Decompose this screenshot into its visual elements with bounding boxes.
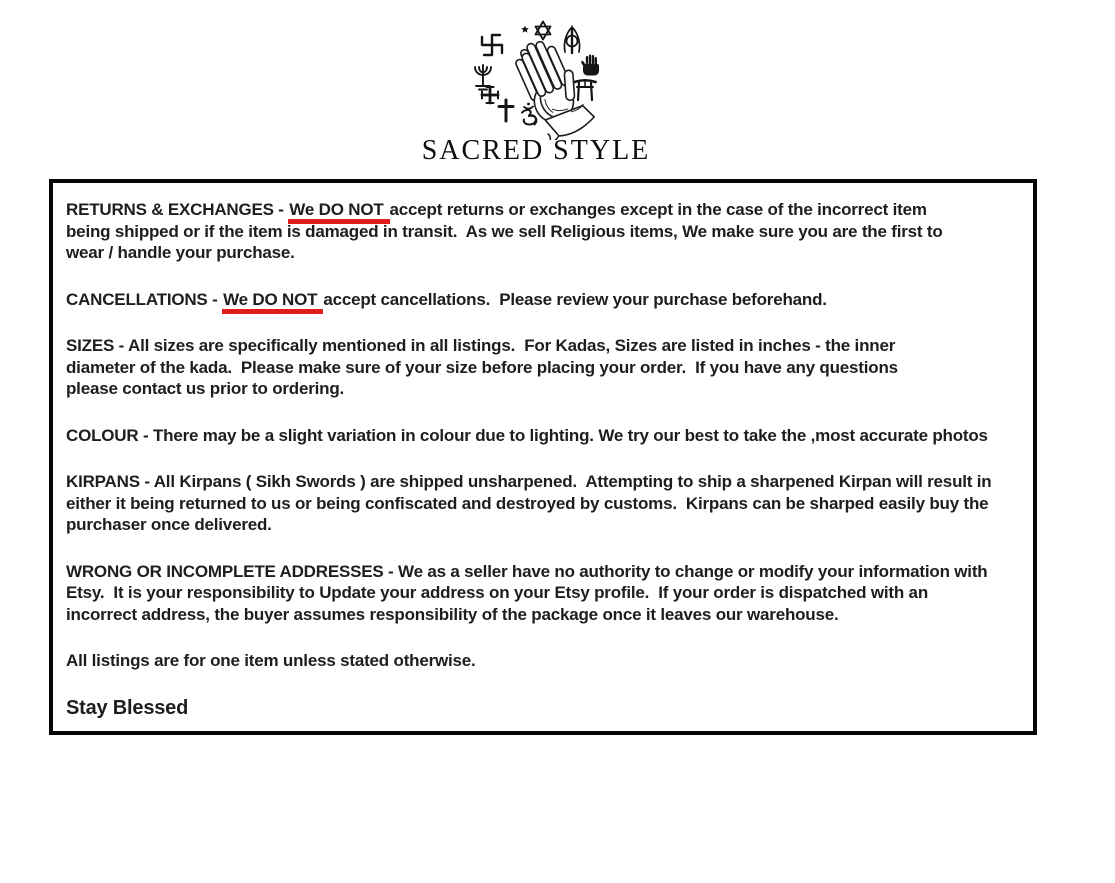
logo	[421, 14, 651, 165]
swastika-icon	[482, 35, 502, 55]
policy-section-returns	[66, 199, 1021, 264]
policy-line	[66, 199, 1021, 221]
policy-section-addresses	[66, 561, 1021, 626]
logo-art	[421, 14, 651, 140]
do-not-underline: We DO NOT	[288, 200, 389, 224]
policy-section-sizes	[66, 335, 1021, 400]
policy-line: incorrect address, the buyer assumes responsibility of the package once it leaves our warehouse.	[66, 604, 839, 624]
star-of-david-icon	[536, 22, 551, 40]
policy-line: WRONG OR INCOMPLETE ADDRESSES - We as a seller have no authority to change or modify your information with	[66, 561, 988, 581]
policy-line	[66, 289, 1021, 311]
policy-box	[49, 179, 1037, 735]
ahimsa-hand-icon	[581, 55, 599, 76]
policy-line: either it being returned to us or being confiscated and destroyed by customs. Kirpans can be sharped easily buy the	[66, 493, 989, 513]
praying-hands-icon	[510, 32, 597, 140]
policy-text: accept cancellations. Please review your purchase beforehand.	[323, 289, 827, 309]
section-heading: CANCELLATIONS -	[66, 289, 223, 309]
menorah-icon	[475, 65, 491, 90]
do-not-underline: We DO NOT	[222, 290, 323, 314]
policy-line: All listings are for one item unless stated otherwise.	[66, 651, 476, 670]
star-and-crescent-icon	[509, 21, 529, 43]
policy-line: diameter of the kada. Please make sure of your size before placing your order. If you have any questions	[66, 357, 898, 377]
section-heading: RETURNS & EXCHANGES -	[66, 200, 289, 219]
khanda-icon	[564, 25, 579, 54]
policy-line: SIZES - All sizes are specifically mentioned in all listings. For Kadas, Sizes are listed in inches - the inner	[66, 336, 896, 355]
policy-line: wear / handle your purchase.	[66, 243, 295, 262]
latin-cross-icon	[499, 100, 513, 121]
policy-section-single-item	[66, 650, 1021, 672]
policy-line: KIRPANS - All Kirpans ( Sikh Swords ) are shipped unsharpened. Attempting to ship a sharpened Kirpan will result in	[66, 472, 992, 491]
policy-line: Etsy. It is your responsibility to Update your address on your Etsy profile. If your order is dispatched with an	[66, 583, 928, 602]
brand-text: SACRED STYLE	[421, 135, 651, 166]
policy-line: please contact us prior to ordering.	[66, 379, 345, 398]
policy-line: COLOUR - There may be a slight variation in colour due to lighting. We try our best to take the ,most accurate photos	[66, 425, 988, 445]
policy-section-colour	[66, 425, 1021, 447]
policy-line: being shipped or if the item is damaged in transit. As we sell Religious items, We make sure you are the first to	[66, 221, 943, 241]
signoff-text: Stay Blessed	[66, 696, 189, 719]
policy-section-kirpans	[66, 471, 1021, 536]
policy-section-cancellations	[66, 289, 1021, 311]
policy-text: accept returns or exchanges except in the case of the incorrect item	[389, 200, 927, 219]
torii-gate-icon	[575, 80, 596, 100]
policy-line: purchaser once delivered.	[66, 515, 272, 534]
